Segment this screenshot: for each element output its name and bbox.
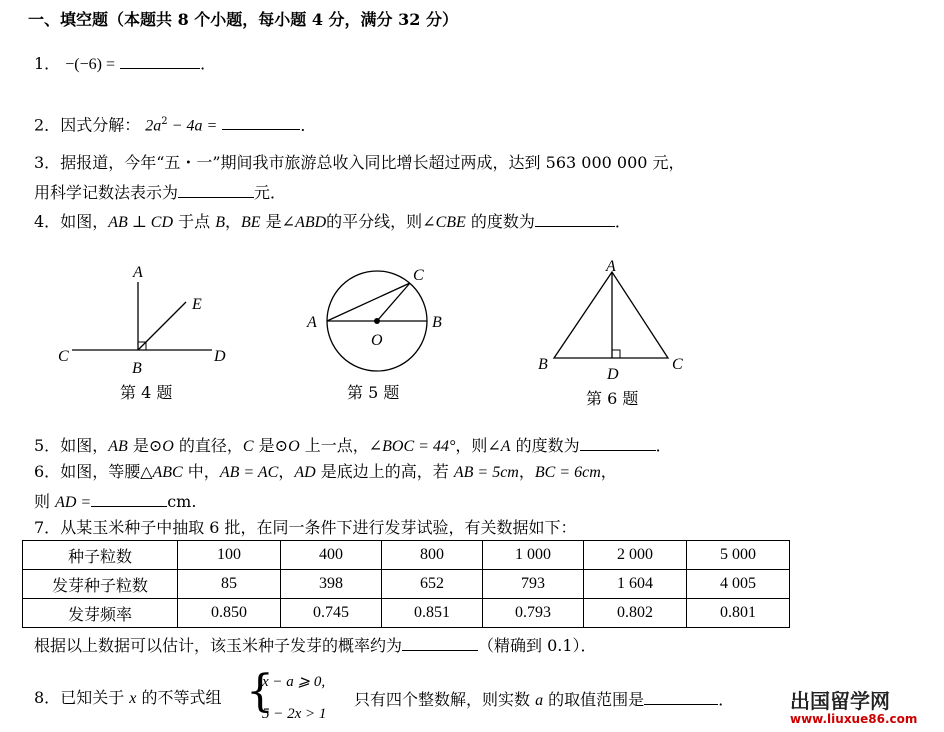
table-cell: 793 [483, 570, 584, 599]
q5-text-d: 是⊙ [253, 436, 289, 455]
q2-number: 2． [34, 115, 61, 135]
table-cell: 398 [281, 570, 382, 599]
q8-text-d: 的取值范围是 [543, 690, 645, 709]
table-row [23, 541, 790, 570]
q8-text-b: 的不等式组 [136, 688, 222, 707]
q6-line1-a: 如图，等腰△ [60, 462, 153, 481]
fig4-label-e: E [192, 296, 202, 313]
q6-line2-b: cm. [167, 492, 197, 511]
question-3-line2 [34, 181, 286, 203]
q5-math-4: O [288, 438, 300, 455]
q2-text: 因式分解： [60, 115, 141, 135]
q7-after-a: 根据以上数据可以估计，该玉米种子发芽的概率约为 [34, 636, 403, 655]
q6-math-6: AD = [55, 494, 92, 511]
q7-number: 7． [34, 518, 61, 537]
table-cell: 2 000 [584, 541, 687, 570]
q4-answer-blank[interactable] [535, 210, 615, 227]
fig4-label-a: A [133, 264, 143, 281]
table-row-header: 发芽频率 [23, 599, 178, 628]
q8-math-1: x [129, 690, 137, 707]
fig6-right-angle-mark [612, 350, 620, 358]
fig5-label-b: B [432, 314, 442, 331]
q4-number: 4． [34, 212, 61, 231]
q5-math-2: O [162, 438, 174, 455]
q4-math-5: ∠CBE [422, 214, 466, 231]
table-cell: 100 [178, 541, 281, 570]
inequality-brace: { [246, 666, 274, 717]
q1-answer-blank[interactable] [120, 52, 200, 69]
section-title: 一、填空题（本题共 8 个小题，每小题 4 分，满分 32 分） [28, 10, 458, 29]
q4-math-1: AB ⊥ CD [108, 214, 174, 231]
table-cell: 0.851 [382, 599, 483, 628]
q8-math-2: a [535, 692, 544, 709]
table-cell: 85 [178, 570, 281, 599]
q8-text-a: 已知关于 [60, 688, 130, 707]
q8-answer-blank[interactable] [644, 688, 718, 705]
q4-text-c: ， [225, 212, 242, 231]
q6-math-4: AB = 5cm [453, 464, 519, 481]
q4-end: ． [614, 212, 631, 231]
q4-text-e: 的平分线，则 [326, 212, 423, 231]
q8-end: ． [718, 690, 735, 709]
question-8-lead [34, 688, 221, 709]
watermark-url: www.liuxue86.com [790, 712, 918, 726]
watermark-cn: 出国留学网 [790, 689, 890, 713]
table-cell: 0.850 [178, 599, 281, 628]
fig5-caption: 第 5 题 [347, 383, 400, 402]
q6-math-1: ABC [152, 464, 183, 481]
q7-intro: 从某玉米种子中抽取 6 批，在同一条件下进行发芽试验，有关数据如下： [60, 518, 577, 537]
q6-line1-e: ， [518, 462, 535, 481]
q6-line2-a: 则 [34, 492, 56, 511]
q6-math-2: AB = AC [219, 464, 279, 481]
q2-answer-blank[interactable] [222, 113, 300, 130]
fig5-radius-oc [377, 283, 410, 321]
q5-answer-blank[interactable] [580, 434, 656, 451]
q8-number: 8． [34, 688, 61, 707]
q3-line2-a: 用科学记数法表示为 [34, 183, 179, 202]
table-cell: 0.802 [584, 599, 687, 628]
q8-inequality-2: 5 − 2x > 1 [262, 706, 327, 722]
q4-text-d: 是 [260, 212, 282, 231]
fig4-caption: 第 4 题 [120, 383, 173, 402]
fig4-label-c: C [58, 348, 69, 365]
table-cell: 0.801 [687, 599, 790, 628]
q7-answer-blank[interactable] [402, 634, 478, 651]
fig4-label-b: B [132, 360, 142, 377]
q8-inequality-1: x − a ⩾ 0, [262, 674, 326, 690]
q4-math-3: BE [241, 214, 261, 231]
question-6-line2 [34, 490, 196, 513]
q1-number: 1． [34, 54, 61, 73]
q7-after-b: （精确到 0.1）． [478, 636, 597, 655]
table-cell: 0.745 [281, 599, 382, 628]
fig6-label-b: B [538, 356, 548, 373]
table-cell: 652 [382, 570, 483, 599]
germination-table [22, 540, 790, 628]
q5-end: ． [655, 436, 672, 455]
fig5-label-o: O [371, 332, 383, 349]
q5-text-b: 是⊙ [127, 436, 163, 455]
q4-math-2: B [215, 214, 225, 231]
q5-text-a: 如图， [60, 436, 109, 455]
fig6-caption: 第 6 题 [586, 389, 639, 408]
table-row [23, 570, 790, 599]
table-cell: 400 [281, 541, 382, 570]
q1-end: ． [200, 54, 217, 73]
q4-text-f: 的度数为 [465, 212, 535, 231]
q5-text-e: 上一点， [299, 436, 369, 455]
table-row-header: 发芽种子粒数 [23, 570, 178, 599]
watermark-logo [790, 690, 917, 726]
fig4-line-be [138, 302, 186, 350]
q6-line1-f: ， [600, 462, 617, 481]
question-5 [34, 434, 672, 457]
q3-answer-blank[interactable] [178, 181, 254, 198]
question-8-tail [354, 688, 734, 711]
figure-6-lines [554, 272, 668, 358]
q6-line1-c: ， [278, 462, 295, 481]
q8-text-c: 只有四个整数解，则实数 [354, 690, 536, 709]
fig5-label-a: A [307, 314, 317, 331]
table-cell: 1 604 [584, 570, 687, 599]
table-cell: 4 005 [687, 570, 790, 599]
q2-expr-a: 2a [145, 117, 162, 135]
question-4 [34, 210, 631, 233]
q5-math-1: AB [108, 438, 128, 455]
q5-text-f: ，则 [455, 436, 488, 455]
table-cell: 800 [382, 541, 483, 570]
q6-line1-d: 是底边上的高，若 [315, 462, 454, 481]
q4-text-b: 于点 [173, 212, 216, 231]
question-1 [34, 52, 216, 75]
q3-number: 3． [34, 153, 61, 172]
q2-end: ． [300, 115, 317, 135]
q5-text-c: 的直径， [173, 436, 243, 455]
q5-text-g: 的度数为 [510, 436, 580, 455]
figure-5-lines [327, 271, 427, 371]
q3-line1: 据报道，今年“五・一”期间我市旅游总收入同比增长超过两成，达到 563 000 000 元， [60, 153, 685, 172]
question-7-after [34, 634, 597, 656]
q1-expression: −(−6) = [65, 56, 116, 73]
question-6-line1 [34, 462, 617, 483]
q2-exponent: 2 [161, 116, 168, 127]
q6-line1-b: 中， [182, 462, 220, 481]
q6-math-5: BC = 6cm [534, 464, 601, 481]
q5-math-3: C [242, 438, 254, 455]
fig5-center-dot [374, 318, 380, 324]
table-row-header: 种子粒数 [23, 541, 178, 570]
q5-math-5: ∠BOC = 44° [368, 438, 456, 455]
table-cell: 5 000 [687, 541, 790, 570]
q5-number: 5． [34, 436, 61, 455]
fig5-label-c: C [413, 267, 424, 284]
q4-text-a: 如图， [60, 212, 109, 231]
q5-math-6: ∠A [487, 438, 511, 455]
fig6-triangle [554, 272, 668, 358]
fig6-label-a: A [606, 258, 616, 275]
q4-math-4: ∠ABD [281, 214, 327, 231]
table-row [23, 599, 790, 628]
question-7-intro [34, 518, 577, 538]
question-2 [34, 112, 316, 136]
table-cell: 0.793 [483, 599, 584, 628]
q2-expr-b: − 4a = [167, 117, 218, 135]
q6-answer-blank[interactable] [91, 490, 167, 507]
fig6-label-d: D [607, 366, 619, 383]
question-3-line1 [34, 153, 685, 173]
q6-math-3: AD [294, 464, 316, 481]
table-cell: 1 000 [483, 541, 584, 570]
fig6-label-c: C [672, 356, 683, 373]
q6-number: 6． [34, 462, 61, 481]
q3-line2-b: 元． [254, 183, 287, 202]
fig4-label-d: D [214, 348, 226, 365]
figure-4-lines [72, 282, 212, 350]
